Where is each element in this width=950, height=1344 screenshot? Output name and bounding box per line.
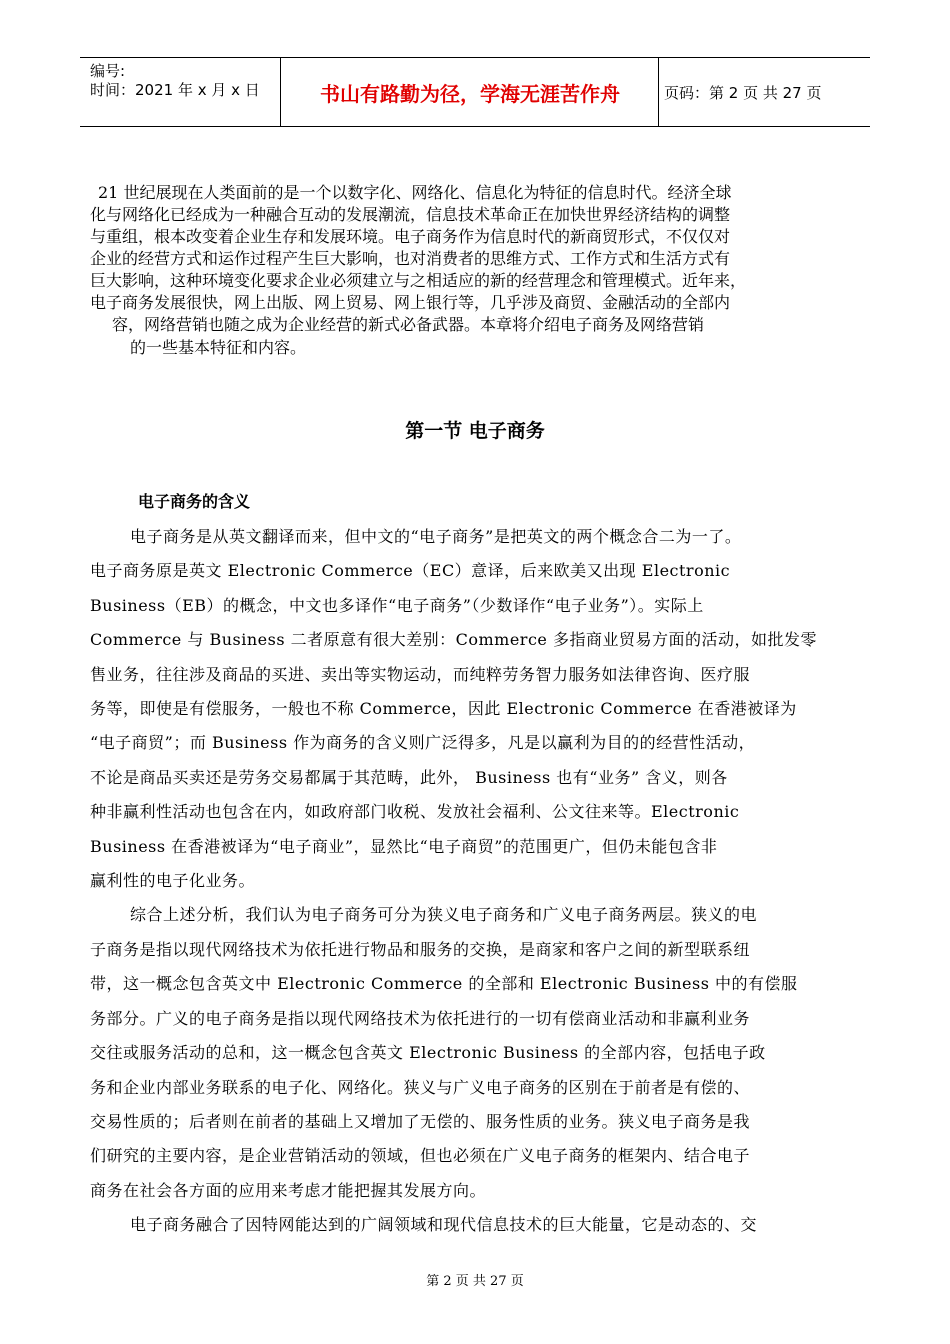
section-title: 第一节 电子商务 (405, 420, 545, 442)
header-time: 时间：2021 年 x 月 x 日 (90, 81, 260, 99)
header-divider (658, 58, 659, 126)
body-line: 务部分。广义的电子商务是指以现代网络技术为依托进行的一切有偿商业活动和非赢利业务 (90, 1008, 751, 1028)
body-line: 电子商务是从英文翻译而来，但中文的“电子商务”是把英文的两个概念合二为一了。 (130, 527, 742, 546)
page-footer: 第 2 页 共 27 页 (426, 1274, 524, 1289)
body-line: 交易性质的；后者则在前者的基础上又增加了无偿的、服务性质的业务。狭义电子商务是我 (90, 1111, 751, 1131)
body-line: 电子商务融合了因特网能达到的广阔领域和现代信息技术的巨大能量，它是动态的、交 (130, 1215, 758, 1235)
body-line: 不论是商品买卖还是劳务交易都属于其范畴，此外， Business 也有“业务” 含义，则各 (90, 767, 728, 787)
body-line: 售业务，往往涉及商品的买进、卖出等实物运动，而纯粹劳务智力服务如法律咨询、医疗服 (90, 664, 751, 684)
body-line: 子商务是指以现代网络技术为依托进行物品和服务的交换，是商家和客户之间的新型联系纽 (90, 939, 751, 959)
intro-line: 的一些基本特征和内容。 (130, 338, 307, 357)
header-page: 页码：第 2 页 共 27 页 (664, 83, 822, 102)
header-number: 编号: (90, 62, 126, 80)
intro-line: 21 世纪展现在人类面前的是一个以数字化、网络化、信息化为特征的信息时代。经济全球 (98, 183, 732, 202)
body-line: 种非赢利性活动也包含在内，如政府部门收税、发放社会福利、公文往来等。Electronic (90, 802, 740, 822)
page-header (80, 57, 870, 127)
body-line: Commerce 与 Business 二者原意有很大差别：Commerce 多指商业贸易方面的活动，如批发零 (90, 630, 817, 650)
body-line: 务和企业内部业务联系的电子化、网络化。狭义与广义电子商务的区别在于前者是有偿的、 (90, 1077, 751, 1097)
intro-line: 与重组，根本改变着企业生存和发展环境。电子商务作为信息时代的新商贸形式，不仅仅对 (90, 227, 731, 246)
body-line: 务等，即使是有偿服务，一般也不称 Commerce，因此 Electronic Commerce 在香港被译为 (90, 699, 797, 719)
header-motto: 书山有路勤为径，学海无涯苦作舟 (320, 81, 620, 106)
body-line: 赢利性的电子化业务。 (90, 871, 256, 891)
body-line: 综合上述分析，我们认为电子商务可分为狭义电子商务和广义电子商务两层。狭义的电 (130, 905, 758, 925)
intro-line: 容，网络营销也随之成为企业经营的新式必备武器。本章将介绍电子商务及网络营销 (112, 315, 705, 334)
body-text (90, 520, 870, 1243)
body-line: 带，这一概念包含英文中 Electronic Commerce 的全部和 Electronic Business 中的有偿服 (90, 974, 798, 994)
body-line: “电子商贸”；而 Business 作为商务的含义则广泛得多，凡是以赢利为目的的经营性活动， (90, 733, 756, 753)
body-line: 们研究的主要内容，是企业营销活动的领域，但也必须在广义电子商务的框架内、结合电子 (90, 1146, 751, 1166)
subsection-title: 电子商务的含义 (138, 492, 251, 511)
intro-line: 企业的经营方式和运作过程产生巨大影响，也对消费者的思维方式、工作方式和生活方式有 (90, 249, 731, 268)
header-divider (280, 58, 281, 126)
body-line: 交往或服务活动的总和，这一概念包含英文 Electronic Business 的全部内容，包括电子政 (90, 1043, 766, 1063)
body-line: 电子商务原是英文 Electronic Commerce（EC）意译，后来欧美又出现 Electronic (90, 561, 731, 581)
intro-line: 巨大影响，这种环境变化要求企业必须建立与之相适应的新的经营理念和管理模式。近年来， (90, 271, 747, 290)
body-line: Business（EB）的概念，中文也多译作“电子商务”（少数译作“电子业务”）。实际上 (90, 595, 704, 615)
intro-line: 电子商务发展很快，网上出版、网上贸易、网上银行等，几乎涉及商贸、金融活动的全部内 (90, 293, 731, 312)
body-line: 商务在社会各方面的应用来考虑才能把握其发展方向。 (90, 1180, 487, 1200)
intro-line: 化与网络化已经成为一种融合互动的发展潮流，信息技术革命正在加快世界经济结构的调整 (90, 205, 731, 224)
body-line: Business 在香港被译为“电子商业”，显然比“电子商贸”的范围更广，但仍未能包含非 (90, 836, 718, 856)
header-meta (90, 62, 260, 100)
